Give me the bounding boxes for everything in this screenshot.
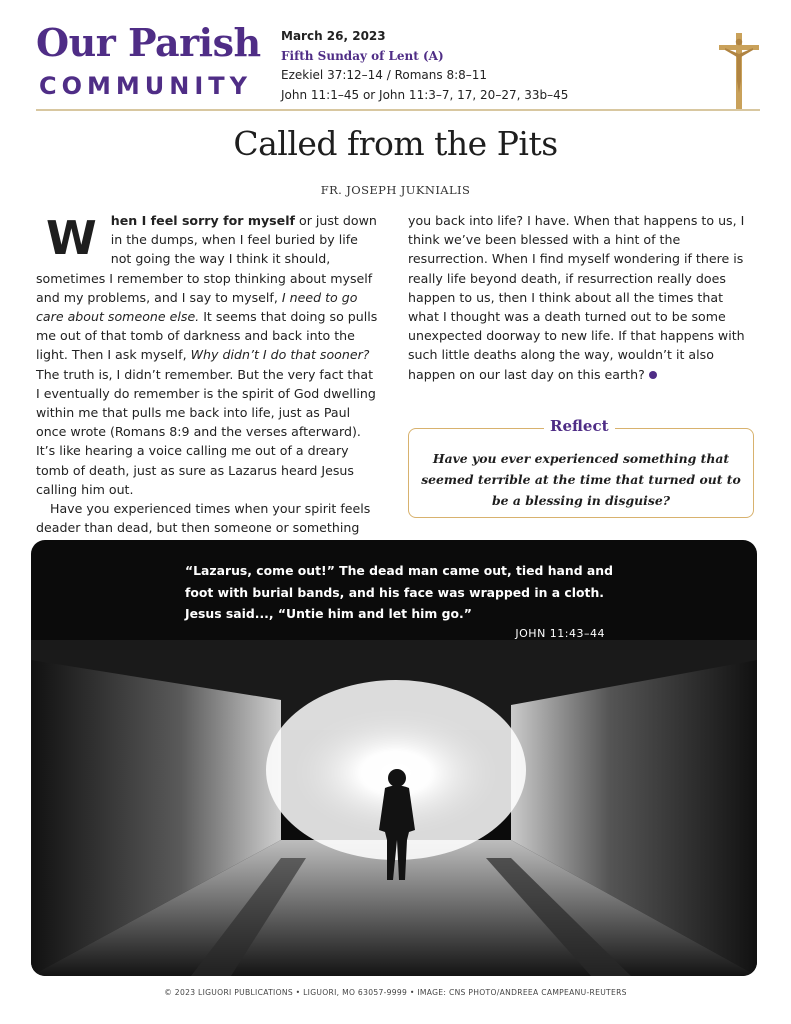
drop-cap: W <box>46 211 97 265</box>
italic-thought: I need to go care about someone else. <box>36 289 358 325</box>
article-byline: FR. JOSEPH JUKNIALIS <box>320 183 471 197</box>
issue-date: March 26, 2023 <box>281 29 386 43</box>
lead-in: hen I feel sorry for myself <box>110 213 295 228</box>
paragraph-text: you back into life? I have. When that happens to us, I think we’ve been blessed with a hint of the resurrection. When I find myself wondering if there is really life beyond death, if resurrection really does happen to us, then I think about all the times that what I thought was a death turned out to be some unexpected doorway to new life. If that happens with such little deaths along the way, wouldn’t it also happen on our last day on this earth? <box>408 213 745 382</box>
paragraph-text: It seems that doing so pulls me out of that tomb of darkness and back into the light. Then I ask myself, <box>36 309 378 363</box>
brand-subtitle: COMMUNITY <box>39 72 253 100</box>
readings-line-2: John 11:1–45 or John 11:3–7, 17, 20–27, 33b–45 <box>281 87 569 102</box>
liturgical-day: Fifth Sunday of Lent (A) <box>281 48 444 63</box>
italic-question: Why didn’t I do that sooner? <box>190 347 370 363</box>
header-divider <box>36 109 760 111</box>
paragraph-2: Have you experienced times when your spirit feels deader than dead, but then someone or something <box>36 501 371 536</box>
credits-footer: © 2023 LIGUORI PUBLICATIONS • LIGUORI, MO 63057-9999 • IMAGE: CNS PHOTO/ANDREEA CAMPEANU-REUTERS <box>164 988 627 997</box>
paragraph-text: or just down in the dumps, when I feel buried by life not going the way I think it should, sometimes I remember to stop thinking about myself and my problems, and I say to myself, <box>36 213 377 305</box>
paragraph-text: The truth is, I didn’t remember. But the very fact that I eventually do remember is the spirit of God dwelling within me that pulls me back into life, just as Paul once wrote (Romans 8:9 and the verses afterward). It’s like hearing a voice calling me out of a dreary tomb of death, just as sure as Lazarus heard Jesus calling him out. <box>36 366 376 497</box>
issue-info <box>281 27 568 105</box>
end-mark-icon <box>649 371 657 379</box>
brand-title: Our Parish <box>36 20 261 65</box>
paragraph-1 <box>36 211 380 499</box>
scripture-quote: “Lazarus, come out!” The dead man came out, tied hand and foot with burial bands, and his face was wrapped in a cloth. Jesus said..., “Untie him and let him go.” <box>185 563 613 621</box>
article-column-1 <box>36 211 380 557</box>
readings-line-1: Ezekiel 37:12–14 / Romans 8:8–11 <box>281 68 488 82</box>
reflect-heading: Reflect <box>544 417 615 435</box>
article-title: Called from the Pits <box>233 124 558 163</box>
article-column-2 <box>408 211 756 384</box>
crucifix-icon <box>717 33 761 111</box>
masthead <box>0 0 791 112</box>
reflect-question: Have you ever experienced something that seemed terrible at the time that turned out to be a blessing in disguise? <box>421 451 741 508</box>
paragraph-3 <box>408 211 756 384</box>
scripture-reference: JOHN 11:43–44 <box>515 627 605 640</box>
